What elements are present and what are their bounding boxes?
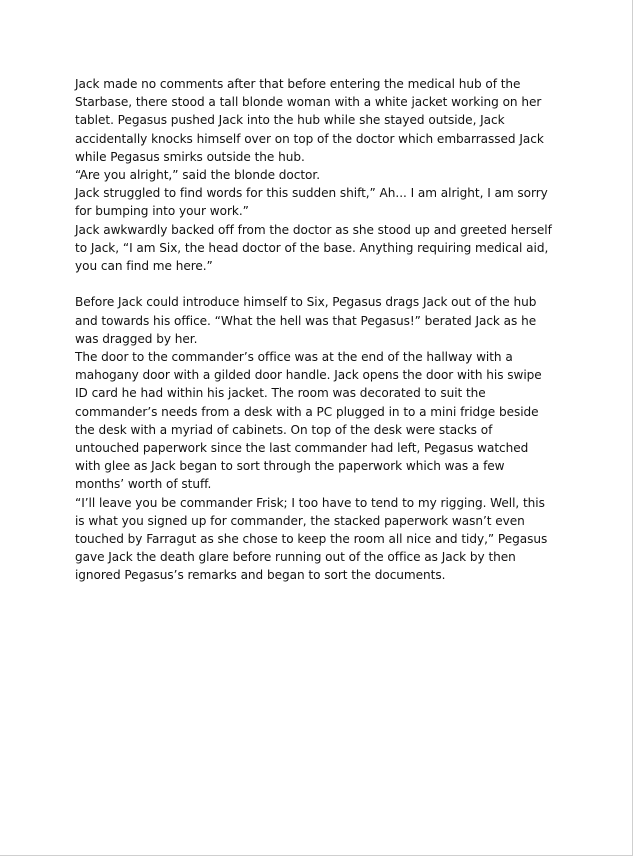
document-body <box>75 75 575 585</box>
text-line: Before Jack could introduce himself to Six, Pegasus drags Jack out of the hub <box>75 295 537 310</box>
text-line: to Jack, “I am Six, the head doctor of the base. Anything requiring medical aid, <box>75 240 549 255</box>
text-line: Jack awkwardly backed off from the doctor as she stood up and greeted herself <box>75 222 552 237</box>
text-line: Starbase, there stood a tall blonde woman with a white jacket working on her <box>75 95 542 110</box>
text-line: Jack struggled to find words for this sudden shift,” Ah... I am alright, I am sorry <box>75 186 548 201</box>
blank-line <box>75 275 575 293</box>
text-line: mahogany door with a gilded door handle. Jack opens the door with his swipe <box>75 368 542 383</box>
text-line: untouched paperwork since the last commander had left, Pegasus watched <box>75 441 529 456</box>
text-line: tablet. Pegasus pushed Jack into the hub while she stayed outside, Jack <box>75 113 505 128</box>
text-line: the desk with a myriad of cabinets. On top of the desk were stacks of <box>75 422 493 437</box>
text-line: commander’s needs from a desk with a PC plugged in to a mini fridge beside <box>75 404 539 419</box>
text-line: The door to the commander’s office was at the end of the hallway with a <box>75 350 513 365</box>
text-line: “I’ll leave you be commander Frisk; I too have to tend to my rigging. Well, this <box>75 495 545 510</box>
text-line: “Are you alright,” said the blonde doctor. <box>75 168 320 183</box>
text-line: ID card he had within his jacket. The room was decorated to suit the <box>75 386 486 401</box>
text-line: while Pegasus smirks outside the hub. <box>75 149 305 164</box>
text-line: for bumping into your work.” <box>75 204 249 219</box>
text-line: months’ worth of stuff. <box>75 477 212 492</box>
text-line: was dragged by her. <box>75 331 198 346</box>
text-line: is what you signed up for commander, the stacked paperwork wasn’t even <box>75 513 525 528</box>
text-line: and towards his office. “What the hell was that Pegasus!” berated Jack as he <box>75 313 537 328</box>
text-line: Jack made no comments after that before entering the medical hub of the <box>75 77 521 91</box>
text-line: accidentally knocks himself over on top of the doctor which embarrassed Jack <box>75 131 544 146</box>
text-line: ignored Pegasus’s remarks and began to sort the documents. <box>75 568 446 583</box>
text-line: touched by Farragut as she chose to keep the room all nice and tidy,” Pegasus <box>75 532 548 547</box>
text-line: gave Jack the death glare before running out of the office as Jack by then <box>75 550 516 565</box>
text-line: with glee as Jack began to sort through the paperwork which was a few <box>75 459 505 474</box>
text-line: you can find me here.” <box>75 259 213 274</box>
